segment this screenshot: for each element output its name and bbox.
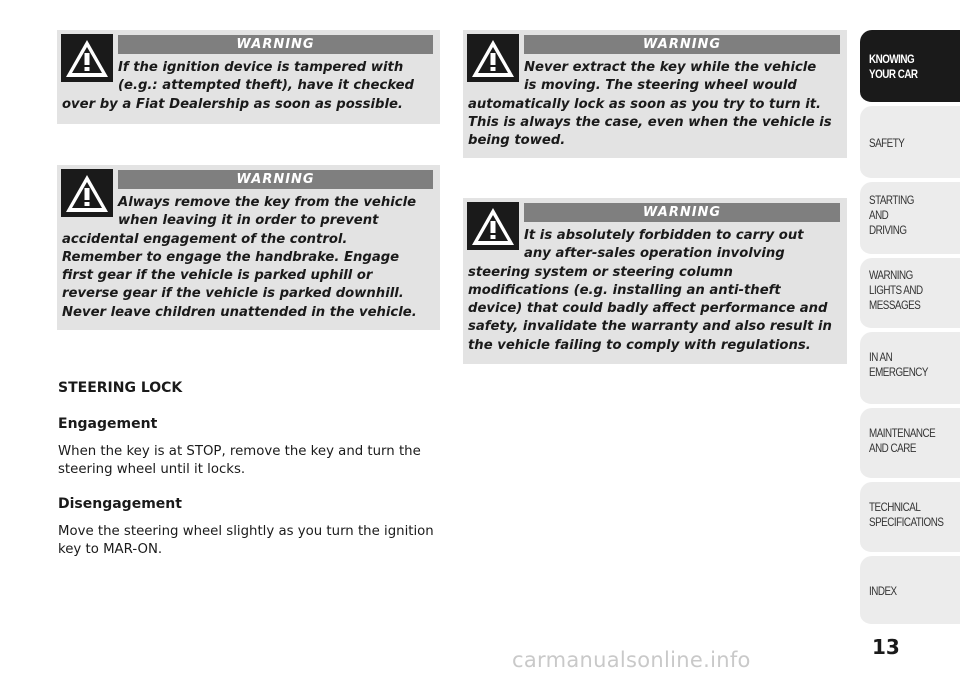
body-line: steering wheel until it locks. bbox=[58, 462, 246, 477]
body-line: Move the steering wheel slightly as you turn the ignition bbox=[58, 524, 434, 539]
warning-text bbox=[57, 194, 440, 322]
tab-label: WARNING LIGHTS AND MESSAGES bbox=[869, 268, 923, 312]
warning-line: safety, invalidate the warranty and also result in bbox=[468, 319, 832, 335]
warning-line: reverse gear if the vehicle is parked downhill. bbox=[62, 286, 404, 302]
page-number: 13 bbox=[872, 635, 900, 659]
warning-text bbox=[463, 227, 847, 355]
warning-box bbox=[463, 30, 847, 158]
warning-line: steering system or steering column bbox=[468, 264, 733, 280]
warning-line: Never extract the key while the vehicle bbox=[524, 60, 817, 75]
warning-line: Remember to engage the handbrake. Engage bbox=[62, 249, 400, 265]
warning-header: WARNING bbox=[118, 170, 433, 189]
warning-box bbox=[463, 198, 847, 364]
warning-text bbox=[57, 59, 440, 114]
disengagement-text bbox=[58, 523, 434, 559]
warning-line: is moving. The steering wheel would bbox=[524, 78, 797, 94]
tab-label: IN AN EMERGENCY bbox=[869, 350, 929, 379]
tab-label: STARTING AND DRIVING bbox=[869, 193, 914, 237]
section-title-steering-lock: STEERING LOCK bbox=[58, 380, 183, 396]
tab-label: MAINTENANCE AND CARE bbox=[869, 426, 936, 455]
warning-line: If the ignition device is tampered with bbox=[118, 60, 404, 75]
warning-line: the vehicle failing to comply with regulations. bbox=[468, 337, 811, 353]
tab-maintenance-and-care[interactable] bbox=[860, 408, 960, 480]
tab-index[interactable] bbox=[860, 556, 960, 626]
body-line: When the key is at STOP, remove the key and turn the bbox=[58, 444, 421, 459]
tab-starting-and-driving[interactable] bbox=[860, 182, 960, 256]
tab-knowing-your-car[interactable] bbox=[860, 30, 960, 104]
warning-line: Never leave children unattended in the vehicle. bbox=[62, 304, 417, 320]
warning-line: (e.g.: attempted theft), have it checked bbox=[118, 78, 414, 94]
subsection-title-disengagement: Disengagement bbox=[58, 496, 182, 512]
subsection-title-engagement: Engagement bbox=[58, 416, 158, 432]
warning-line: This is always the case, even when the vehicle is bbox=[468, 114, 832, 130]
warning-line: when leaving it in order to prevent bbox=[118, 213, 379, 229]
warning-line: device) that could badly affect performance and bbox=[468, 301, 828, 317]
tab-in-an-emergency[interactable] bbox=[860, 332, 960, 406]
warning-line: automatically lock as soon as you try to turn it. bbox=[468, 96, 822, 112]
warning-line: Always remove the key from the vehicle bbox=[118, 195, 417, 210]
warning-box bbox=[57, 30, 440, 124]
warning-line: over by a Fiat Dealership as soon as possible. bbox=[62, 96, 403, 112]
warning-line: being towed. bbox=[468, 133, 566, 149]
tab-label: TECHNICAL SPECIFICATIONS bbox=[869, 500, 944, 529]
tab-label: SAFETY bbox=[869, 136, 905, 150]
warning-line: accidental engagement of the control. bbox=[62, 231, 348, 247]
warning-header: WARNING bbox=[524, 203, 840, 222]
tab-safety[interactable] bbox=[860, 106, 960, 180]
warning-line: first gear if the vehicle is parked uphill or bbox=[62, 268, 373, 284]
tab-technical-specifications[interactable] bbox=[860, 482, 960, 554]
warning-box bbox=[57, 165, 440, 330]
warning-header: WARNING bbox=[524, 35, 840, 54]
tab-label: KNOWING YOUR CAR bbox=[869, 52, 918, 81]
watermark: carmanualsonline.info bbox=[512, 648, 751, 672]
chapter-sidebar bbox=[860, 0, 960, 677]
tab-label: INDEX bbox=[869, 584, 897, 598]
engagement-text bbox=[58, 443, 421, 479]
warning-line: It is absolutely forbidden to carry out bbox=[524, 228, 804, 243]
warning-header: WARNING bbox=[118, 35, 433, 54]
tab-warning-lights-and-messages[interactable] bbox=[860, 258, 960, 330]
body-line: key to MAR-ON. bbox=[58, 542, 163, 557]
warning-text bbox=[463, 59, 847, 150]
warning-line: any after-sales operation involving bbox=[524, 246, 785, 262]
warning-line: modifications (e.g. installing an anti-theft bbox=[468, 282, 781, 298]
